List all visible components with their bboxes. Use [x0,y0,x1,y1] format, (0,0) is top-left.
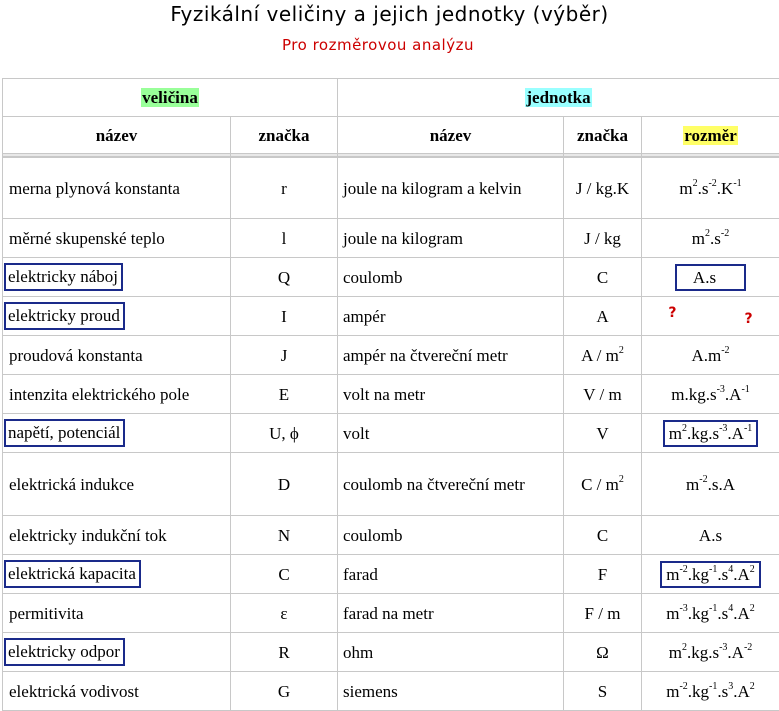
unit-symbol: A [596,306,609,326]
dimension-value [668,304,753,327]
unit-symbol: J / kg.K [575,178,630,198]
quantity-symbol-cell [231,516,338,555]
header-dimension [642,117,779,154]
quantity-symbol: ε [280,603,288,623]
unit-name: siemens [343,681,398,701]
page-title: Fyzikální veličiny a jejich jednotky (výběr) [170,2,609,26]
unit-symbol-cell [564,219,642,258]
quantity-name-cell [2,336,231,375]
quantity-name-cell [2,453,231,516]
dimension-value: $m^{-3}.kg^{-1}.s^4.A^2$ [666,602,755,623]
quantity-name: elektricky náboj [4,263,123,291]
unit-symbol-cell [564,414,642,453]
unit-name: joule na kilogram [343,228,463,248]
page-subtitle: Pro rozměrovou analýzu [282,36,474,54]
table-row [2,594,779,633]
dimension-cell [642,219,779,258]
dimension-value: $m^2.kg.s^{-3}.A^{-1}$ [663,420,759,447]
quantity-symbol-cell [231,219,338,258]
dimension-value: $m^{-2}.kg^{-1}.s^4.A^2$ [660,561,761,588]
header-unit-name: název [338,117,564,154]
unit-name-cell [338,594,564,633]
unit-symbol-cell [564,453,642,516]
unit-name-cell [338,375,564,414]
unit-name: volt na metr [343,384,426,404]
table-row [2,258,779,297]
unit-name-cell [338,414,564,453]
quantity-name: elektricky proud [4,302,125,330]
table-row [2,157,779,219]
unit-name-cell [338,297,564,336]
table-body [2,157,779,711]
unit-name: farad [343,564,378,584]
unit-name-cell [338,157,564,219]
quantity-symbol-cell [231,453,338,516]
dimension-value: $m.kg.s^{-3}.A^{-1}$ [671,383,750,404]
table-row [2,375,779,414]
dimension-value: A.s [675,264,746,291]
group-header-row [2,78,779,117]
quantity-symbol: U, ϕ [269,423,299,443]
dimension-value: $m^2.s^{-2}$ [691,227,730,248]
dimension-cell [642,453,779,516]
unit-name: farad na metr [343,603,434,623]
unit-name-cell [338,219,564,258]
unit-symbol-cell [564,594,642,633]
quantity-symbol-cell [231,258,338,297]
quantity-name: elektricky indukční tok [9,525,167,545]
quantity-name-cell [2,555,231,594]
unit-symbol: F / m [584,603,621,623]
unit-name: ampér [343,306,386,326]
unit-symbol-cell [564,633,642,672]
table-row [2,219,779,258]
dimension-value: $m^{-2}.kg^{-1}.s^3.A^2$ [666,680,755,701]
dimension-cell [642,336,779,375]
unit-symbol: C [596,525,609,545]
unit-name: ohm [343,642,374,662]
quantity-name-cell [2,516,231,555]
quantity-symbol-cell [231,594,338,633]
unit-name: volt [343,423,370,443]
quantity-symbol: r [281,178,287,198]
header-name: název [2,117,231,154]
quantity-name: permitivita [9,603,84,623]
unit-name: ampér na čtvereční metr [343,345,508,365]
quantity-name-cell [2,414,231,453]
quantity-group-label: veličina [142,88,198,107]
quantity-symbol: N [277,525,291,545]
quantities-table [2,78,779,711]
unit-symbol-cell [564,555,642,594]
column-header-row [2,117,779,154]
quantity-name: elektrická indukce [9,474,135,494]
unit-symbol: F [597,564,608,584]
quantity-symbol: l [281,228,287,248]
dimension-cell [642,555,779,594]
dimension-cell [642,157,779,219]
quantity-name: elektrická vodivost [9,681,139,701]
header-symbol: značka [231,117,338,154]
quantity-symbol-cell [231,297,338,336]
quantity-symbol: D [277,474,291,494]
quantity-name-cell [2,258,231,297]
quantity-name: elektricky odpor [4,638,125,666]
dimension-value: $m^2.kg.s^{-3}.A^{-2}$ [668,641,753,662]
dimension-value: $m^{-2}.s.A$ [686,473,735,494]
dimension-header-label: rozměr [684,125,737,145]
unit-name: coulomb na čtvereční metr [343,474,525,494]
unit-symbol-cell [564,516,642,555]
quantity-name: měrné skupenské teplo [9,228,165,248]
quantity-symbol: C [278,564,290,584]
quantity-symbol-cell [231,633,338,672]
table-row [2,633,779,672]
quantity-symbol: J [280,345,288,365]
unit-name: coulomb [343,525,403,545]
dimension-cell [642,414,779,453]
quantity-symbol: E [278,384,290,404]
dimension-value: $m^2.s^{-2}.K^{-1}$ [679,177,742,198]
quantity-name: merna plynová konstanta [9,178,180,198]
unit-symbol: Ω [596,642,609,662]
unit-name-cell [338,258,564,297]
unit-symbol: C / $m^2$ [581,473,624,494]
unit-group-label: jednotka [526,88,591,107]
dimension-value: A.s [698,525,723,545]
table-row [2,516,779,555]
quantity-name-cell [2,219,231,258]
group-header-unit [338,78,779,117]
question-mark: ? [744,310,753,327]
unit-symbol-cell [564,297,642,336]
quantity-symbol: Q [277,267,291,287]
unit-symbol: C [596,267,609,287]
dimension-cell [642,633,779,672]
unit-name: joule na kilogram a kelvin [343,178,522,198]
table-row [2,336,779,375]
unit-name-cell [338,336,564,375]
quantity-symbol: I [281,306,287,326]
table-row [2,555,779,594]
header-unit-symbol: značka [564,117,642,154]
unit-symbol: V / m [583,384,622,404]
quantity-name-cell [2,297,231,336]
quantity-name-cell [2,157,231,219]
quantity-name: intenzita elektrického pole [9,384,190,404]
unit-name-cell [338,453,564,516]
unit-symbol: S [597,681,608,701]
unit-symbol-cell [564,336,642,375]
unit-name: coulomb [343,267,403,287]
unit-symbol: V [596,423,609,443]
unit-name-cell [338,555,564,594]
quantity-symbol: G [277,681,291,701]
unit-symbol-cell [564,157,642,219]
question-mark: ? [668,304,677,321]
dimension-cell [642,594,779,633]
unit-symbol-cell [564,375,642,414]
quantity-symbol-cell [231,336,338,375]
unit-symbol: J / kg [584,228,621,248]
quantity-symbol-cell [231,157,338,219]
quantity-name: elektrická kapacita [4,560,141,588]
dimension-value: $A.m^{-2}$ [691,344,730,365]
dimension-cell [642,297,779,336]
table-row [2,414,779,453]
dimension-cell [642,516,779,555]
quantity-symbol: R [278,642,290,662]
group-header-quantity [2,78,338,117]
dimension-cell [642,258,779,297]
quantity-name-cell [2,594,231,633]
quantity-name: napětí, potenciál [4,419,125,447]
table-row [2,453,779,516]
unit-name-cell [338,516,564,555]
quantity-name-cell [2,375,231,414]
quantity-symbol-cell [231,555,338,594]
table-row [2,297,779,336]
quantity-symbol-cell [231,375,338,414]
unit-symbol-cell [564,258,642,297]
quantity-name: proudová konstanta [9,345,143,365]
quantity-name-cell [2,633,231,672]
dimension-cell [642,375,779,414]
quantity-symbol-cell [231,414,338,453]
unit-name-cell [338,633,564,672]
unit-symbol: A / $m^2$ [581,344,624,365]
